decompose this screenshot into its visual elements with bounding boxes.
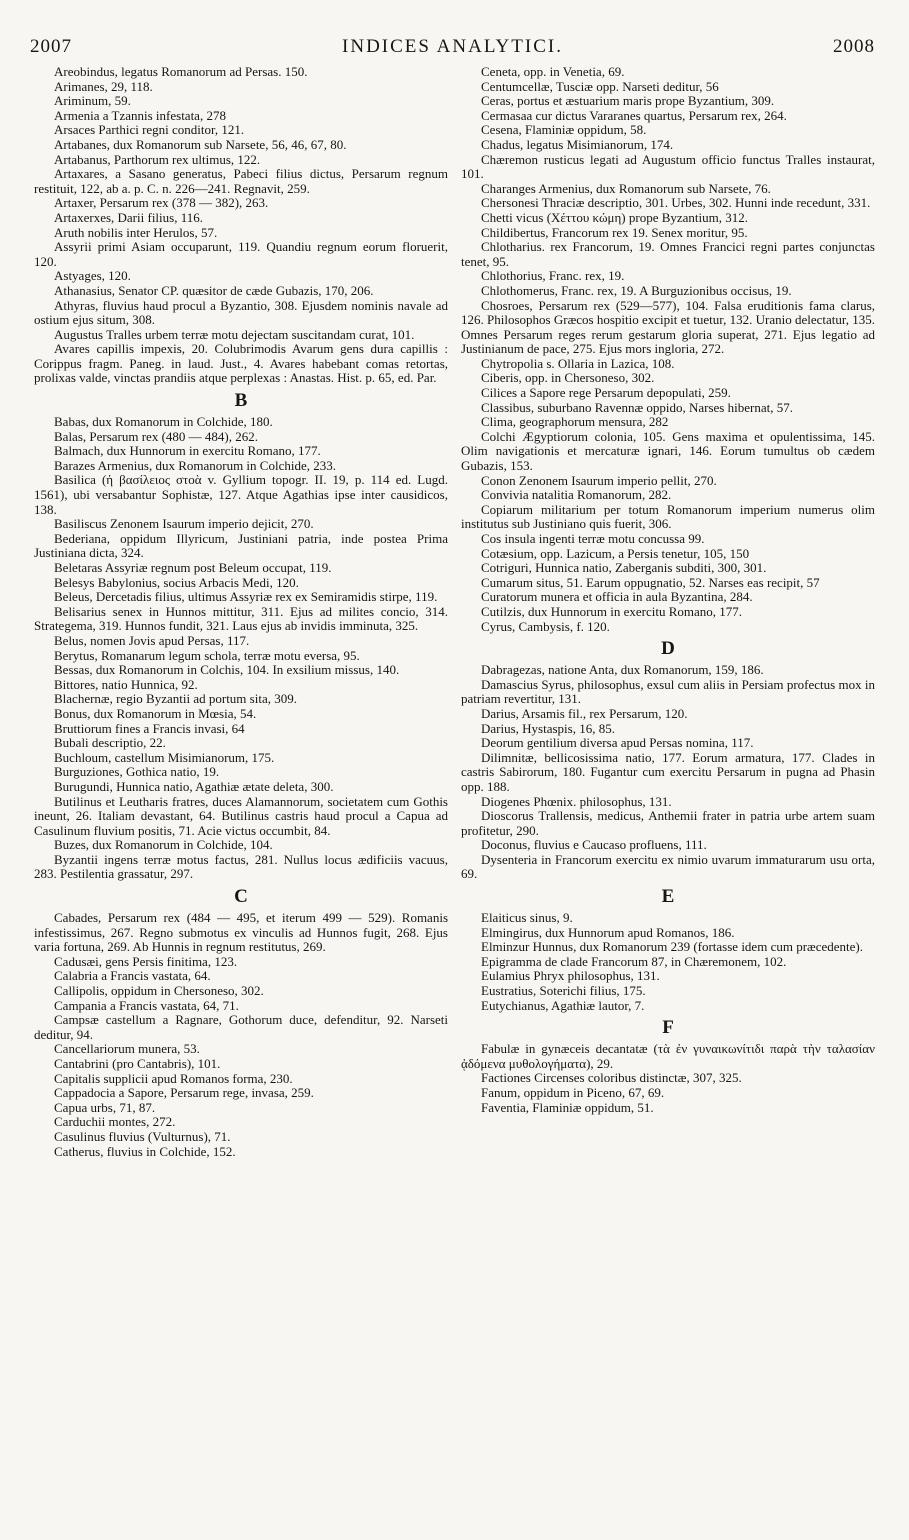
index-entry: Chæremon rusticus legati ad Augustum officio functus Tralles instaurat, 101. bbox=[461, 151, 875, 182]
index-entry: Chersonesi Thraciæ descriptio, 301. Urbes, 302. Hunni inde recedunt, 331. bbox=[481, 195, 871, 211]
index-entry: Campania a Francis vastata, 64, 71. bbox=[54, 997, 239, 1013]
index-entry: Elmingirus, dux Hunnorum apud Romanos, 186. bbox=[481, 924, 735, 940]
index-entry: Bubali descriptio, 22. bbox=[54, 735, 166, 751]
index-entry: Chlotharius. rex Francorum, 19. Omnes Francici regni partes conjunctas tenet, 95. bbox=[461, 239, 875, 269]
index-entry: Ceras, portus et æstuarium maris prope Byzantium, 309. bbox=[481, 93, 775, 109]
index-entry: Bederiana, oppidum Illyricum, Justiniani patria, inde postea Prima Justiniana dicta, 324. bbox=[34, 530, 448, 561]
index-entry: Clima, geographorum mensura, 282 bbox=[481, 414, 669, 430]
index-entry: Aruth nobilis inter Herulos, 57. bbox=[54, 224, 218, 240]
index-columns bbox=[30, 65, 875, 1159]
index-entry: Faventia, Flaminiæ oppidum, 51. bbox=[481, 1099, 654, 1115]
page-number-right: 2008 bbox=[832, 36, 875, 57]
index-entry: Charanges Armenius, dux Romanorum sub Narsete, 76. bbox=[481, 180, 771, 196]
index-entry: Beleus, Dercetadis filius, ultimus Assyriæ rex ex Semiramidis stirpe, 119. bbox=[54, 589, 438, 605]
index-entry: Cantabrini (pro Cantabris), 101. bbox=[54, 1056, 221, 1071]
index-entry: Basiliscus Zenonem Isaurum imperio dejicit, 270. bbox=[54, 516, 314, 532]
index-entry: Catherus, fluvius in Colchide, 152. bbox=[54, 1143, 236, 1159]
index-entry: Callipolis, oppidum in Chersoneso, 302. bbox=[54, 983, 264, 999]
index-entry: Bittores, natio Hunnica, 92. bbox=[54, 676, 198, 692]
index-entry: Balas, Persarum rex (480 — 484), 262. bbox=[54, 428, 258, 444]
index-entry: Dabragezas, natione Anta, dux Romanorum, 159, 186. bbox=[481, 662, 764, 678]
index-entry: Cilices a Sapore rege Persarum depopulati, 259. bbox=[481, 385, 731, 401]
index-entry: Cappadocia a Sapore, Persarum rege, invasa, 259. bbox=[54, 1085, 314, 1101]
index-entry: Basilica (ἡ βασίλειος στοὰ v. Gyllium topogr. II. 19, p. 114 ed. Lugd. 1561), ubi versabantur Sophistæ, 127. Atque Agathias ipse inter causidicos, 138. bbox=[34, 472, 448, 517]
index-entry: Chadus, legatus Misimianorum, 174. bbox=[481, 136, 674, 152]
index-entry: Dysenteria in Francorum exercitu ex nimio uvarum immaturarum usu orta, 69. bbox=[461, 851, 875, 882]
index-entry: Chosroes, Persarum rex (529—577), 104. Falsa eruditionis fama clarus, 126. Philosophos Græcos hospitio excipit et tuetur, 132. Uranio delectatur, 135. Omnes Persarum reges rerum gestarum gloria superat, 271. Ejus legatio ad Justinianum de pace, 275. Ejus mors ingloria, 272. bbox=[461, 297, 875, 357]
index-entry: Armenia a Tzannis infestata, 278 bbox=[54, 107, 226, 123]
index-entry: Cesena, Flaminiæ oppidum, 58. bbox=[481, 122, 647, 138]
index-entry: Bruttiorum fines a Francis invasi, 64 bbox=[54, 720, 245, 736]
index-entry: Athyras, fluvius haud procul a Byzantio, 308. Ejusdem nominis navale ad ostium ejus situm, 308. bbox=[34, 297, 448, 328]
index-entry: Burguziones, Gothica natio, 19. bbox=[54, 764, 220, 780]
index-entry: Calabria a Francis vastata, 64. bbox=[54, 968, 211, 984]
index-entry: Ciberis, opp. in Chersoneso, 302. bbox=[481, 370, 655, 386]
index-entry: Belisarius senex in Hunnos mittitur, 311. Ejus ad milites concio, 314. Strategema, 319. Hunnos fundit, 321. Laus ejus ab invidis imminuta, 325. bbox=[34, 603, 448, 634]
index-entry: Balmach, dux Hunnorum in exercitu Romano, 177. bbox=[54, 443, 321, 459]
index-entry: Cotriguri, Hunnica natio, Zaberganis subditi, 300, 301. bbox=[481, 560, 767, 576]
index-entry: Factiones Circenses coloribus distinctæ, 307, 325. bbox=[481, 1070, 742, 1086]
index-entry: Capua urbs, 71, 87. bbox=[54, 1099, 156, 1115]
index-entry: Fanum, oppidum in Piceno, 67, 69. bbox=[481, 1085, 665, 1100]
index-entry: Artaxer, Persarum rex (378 — 382), 263. bbox=[54, 195, 269, 211]
index-entry: Bessas, dux Romanorum in Colchis, 104. In exsilium missus, 140. bbox=[54, 662, 400, 678]
index-entry: Copiarum militarium per totum Romanorum imperium numerus olim institutus sub Justiniano quis fuerit, 306. bbox=[461, 501, 875, 532]
index-entry: Carduchii montes, 272. bbox=[54, 1114, 176, 1130]
page-title: INDICES ANALYTICI. bbox=[342, 36, 563, 57]
index-entry: Elminzur Hunnus, dux Romanorum 239 (fortasse idem cum præcedente). bbox=[481, 939, 863, 955]
index-entry: Capitalis supplicii apud Romanos forma, 230. bbox=[54, 1070, 293, 1086]
index-entry: Blachernæ, regio Byzantii ad portum sita, 309. bbox=[54, 691, 297, 707]
index-entry: Barazes Armenius, dux Romanorum in Colchide, 233. bbox=[54, 457, 336, 473]
index-entry: Centumcellæ, Tusciæ opp. Narseti deditur, 56 bbox=[481, 78, 719, 94]
left-column bbox=[34, 65, 448, 1159]
index-entry: Cadusæi, gens Persis finitima, 123. bbox=[54, 953, 238, 969]
index-entry: Arimanes, 29, 118. bbox=[54, 78, 153, 94]
index-entry: Cumarum situs, 51. Earum oppugnatio, 52. Narses eas recipit, 57 bbox=[481, 574, 820, 590]
index-entry: Cabades, Persarum rex (484 — 495, et iterum 499 — 529). Romanis infestissimus, 267. Regno submotus ex vinculis ad Hunnos fugit, 268. Ejus varia fortuna, 269. Ab Hunnis in regnum restitutus, 269. bbox=[34, 910, 448, 955]
index-entry: Beletaras Assyriæ regnum post Beleum occupat, 119. bbox=[54, 560, 332, 575]
index-entry: Cyrus, Cambysis, f. 120. bbox=[481, 618, 610, 634]
index-entry: Dioscorus Trallensis, medicus, Anthemii frater in patria urbe artem suam profitetur, 290. bbox=[461, 808, 875, 838]
index-entry: Chlothorius, Franc. rex, 19. bbox=[481, 268, 625, 284]
index-entry: Classibus, suburbano Ravennæ oppido, Narses hibernat, 57. bbox=[481, 399, 793, 415]
index-entry: Darius, Hystaspis, 16, 85. bbox=[481, 720, 615, 736]
index-entry: Artaxares, a Sasano generatus, Pabeci filius dictus, Persarum regnum restituit, 122, ab a. p. C. n. 226—241. Regnavit, 259. bbox=[34, 166, 448, 196]
index-entry: Chetti vicus (Χέττου κώμη) prope Byzantium, 312. bbox=[481, 209, 749, 225]
right-column bbox=[461, 65, 875, 1159]
index-entry: Byzantii ingens terræ motus factus, 281. Nullus locus ædificiis vacuus, 283. Pestilentia grassatur, 297. bbox=[34, 851, 448, 882]
index-entry: Cos insula ingenti terræ motu concussa 99. bbox=[481, 531, 705, 546]
index-entry: Artabanes, dux Romanorum sub Narsete, 56, 46, 67, 80. bbox=[54, 136, 347, 152]
index-entry: Athanasius, Senator CP. quæsitor de cæde Gubazis, 170, 206. bbox=[54, 282, 374, 298]
index-entry: Eulamius Phryx philosophus, 131. bbox=[481, 968, 660, 984]
section-letter: B bbox=[234, 390, 248, 412]
index-entry: Ceneta, opp. in Venetia, 69. bbox=[481, 64, 625, 79]
index-entry: Astyages, 120. bbox=[54, 268, 131, 284]
index-entry: Diogenes Phœnix. philosophus, 131. bbox=[481, 793, 672, 809]
index-entry: Damascius Syrus, philosophus, exsul cum aliis in Persiam profectus mox in patriam revertitur, 131. bbox=[461, 676, 875, 707]
index-entry: Chlothomerus, Franc. rex, 19. A Burguzionibus occisus, 19. bbox=[481, 282, 792, 298]
index-entry: Dilimnitæ, bellicosissima natio, 177. Eorum armatura, 177. Clades in castris Sabirorum, 180. Fugantur cum exercitu Persarum in pugna ad Phasin opp. 188. bbox=[461, 749, 875, 794]
index-entry: Deorum gentilium diversa apud Persas nomina, 117. bbox=[481, 735, 754, 751]
index-entry: Childibertus, Francorum rex 19. Senex moritur, 95. bbox=[481, 224, 748, 240]
index-entry: Cotæsium, opp. Lazicum, a Persis tenetur, 105, 150 bbox=[481, 545, 750, 561]
index-entry: Convivia natalitia Romanorum, 282. bbox=[481, 487, 672, 503]
index-entry: Assyrii primi Asiam occuparunt, 119. Quandiu regnum eorum floruerit, 120. bbox=[34, 239, 448, 269]
index-entry: Doconus, fluvius e Caucaso profluens, 111. bbox=[481, 837, 707, 853]
index-entry: Curatorum munera et officia in aula Byzantina, 284. bbox=[481, 589, 753, 605]
index-entry: Ariminum, 59. bbox=[54, 93, 131, 109]
index-entry: Colchi Ægyptiorum colonia, 105. Gens maxima et opulentissima, 145. Olim navigationis et mercaturæ ignari, 146. Eorum tumultus ob cædem Gubazis, 153. bbox=[461, 428, 875, 474]
index-entry: Cermasaa cur dictus Vararanes quartus, Persarum rex, 264. bbox=[481, 107, 787, 123]
index-entry: Buzes, dux Romanorum in Colchide, 104. bbox=[54, 837, 273, 853]
index-entry: Darius, Arsamis fil., rex Persarum, 120. bbox=[481, 705, 688, 721]
index-entry: Augustus Tralles urbem terræ motu dejectam suscitandam curat, 101. bbox=[54, 326, 415, 342]
index-entry: Cancellariorum munera, 53. bbox=[54, 1041, 200, 1057]
index-entry: Areobindus, legatus Romanorum ad Persas. 150. bbox=[54, 64, 308, 79]
index-entry: Berytus, Romanarum legum schola, terræ motu eversa, 95. bbox=[54, 647, 360, 663]
index-entry: Burugundi, Hunnica natio, Agathiæ ætate deleta, 300. bbox=[54, 778, 334, 794]
index-entry: Bonus, dux Romanorum in Mœsia, 54. bbox=[54, 705, 257, 721]
index-entry: Chytropolia s. Ollaria in Lazica, 108. bbox=[481, 355, 675, 371]
index-entry: Elaiticus sinus, 9. bbox=[481, 910, 573, 926]
index-entry: Cutilzis, dux Hunnorum in exercitu Romano, 177. bbox=[481, 603, 743, 619]
index-entry: Avares capillis impexis, 20. Colubrimodis Avarum gens dura capillis : Corippus fragm. Paneg. in laud. Just., 4. Avares habebant comas retortas, prolixas valde, vinctas prandiis atque perplexas : Anastas. Hist. p. 65, ed. Par. bbox=[34, 341, 448, 386]
section-letter: E bbox=[661, 886, 675, 908]
index-entry: Artabanus, Parthorum rex ultimus, 122. bbox=[54, 151, 261, 167]
section-letter: F bbox=[662, 1017, 674, 1039]
index-entry: Conon Zenonem Isaurum imperio pellit, 270. bbox=[481, 472, 717, 488]
index-entry: Belesys Babylonius, socius Arbacis Medi, 120. bbox=[54, 574, 299, 590]
page-number-left: 2007 bbox=[30, 36, 72, 57]
index-entry: Epigramma de clade Francorum 87, in Chæremonem, 102. bbox=[481, 953, 787, 969]
section-letter: C bbox=[234, 886, 248, 908]
index-entry: Fabulæ in gynæceis decantatæ (τὰ ἐν γυναικωνίτιδι παρὰ τὴν ταλασίαν ᾀδόμενα μυθολογήματα), 29. bbox=[461, 1041, 875, 1071]
index-entry: Belus, nomen Jovis apud Persas, 117. bbox=[54, 632, 250, 648]
index-entry: Butilinus et Leutharis fratres, duces Alamannorum, societatem cum Gothis ineunt, 26. Italiam devastant, 64. Butilinus castris haud procul a Capua ad Casulinum fluvium positis, 71. Acie victus occumbit, 84. bbox=[34, 793, 448, 838]
index-entry: Artaxerxes, Darii filius, 116. bbox=[54, 209, 203, 225]
section-letter: D bbox=[661, 638, 675, 660]
index-entry: Babas, dux Romanorum in Colchide, 180. bbox=[54, 414, 273, 430]
index-entry: Eustratius, Soterichi filius, 175. bbox=[481, 983, 646, 999]
index-entry: Arsaces Parthici regni conditor, 121. bbox=[54, 122, 245, 138]
index-entry: Eutychianus, Agathiæ lautor, 7. bbox=[481, 997, 645, 1013]
index-entry: Campsæ castellum a Ragnare, Gothorum duce, defenditur, 92. Narseti deditur, 94. bbox=[34, 1012, 448, 1042]
index-entry: Casulinus fluvius (Vulturnus), 71. bbox=[54, 1128, 231, 1144]
index-entry: Buchloum, castellum Misimianorum, 175. bbox=[54, 749, 275, 765]
